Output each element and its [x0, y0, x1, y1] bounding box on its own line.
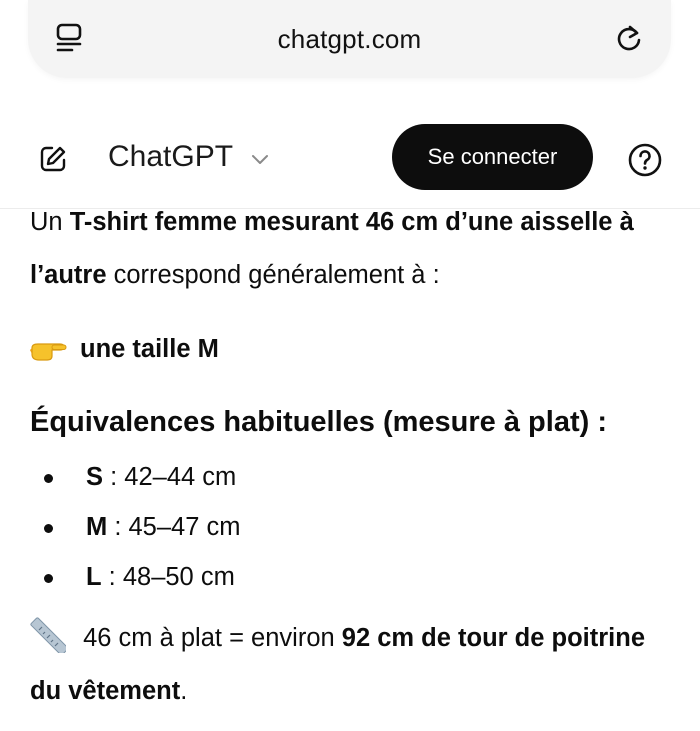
model-selector[interactable]: ChatGPT	[108, 140, 234, 173]
ruler-emoji	[30, 617, 66, 653]
result-line	[30, 323, 680, 376]
size-range: : 48–50 cm	[101, 563, 235, 591]
bullet-dot	[44, 574, 53, 583]
note-bold-text: 92 cm de tour de poitrine du vêtement	[30, 624, 646, 705]
section-title: Équivalences habituelles (mesure à plat) :	[30, 406, 607, 438]
intro-paragraph	[30, 196, 680, 302]
size-label: M	[86, 513, 108, 541]
bullet-dot	[44, 474, 53, 483]
assistant-message	[30, 196, 680, 718]
intro-text: Un	[30, 208, 70, 236]
help-circle-icon[interactable]	[627, 142, 663, 178]
note-text-end: .	[180, 677, 188, 705]
address-bar[interactable]	[28, 0, 671, 78]
chevron-down-icon[interactable]	[249, 151, 271, 167]
size-label: S	[86, 463, 104, 491]
note-text: 46 cm à plat = environ	[76, 624, 342, 652]
size-list	[30, 452, 680, 602]
size-range: : 42–44 cm	[103, 463, 237, 491]
edit-icon[interactable]	[38, 144, 68, 174]
app-header	[0, 110, 700, 209]
browser-toolbar	[0, 0, 700, 105]
intro-text-end: correspond généralement à :	[106, 261, 440, 289]
login-button[interactable]: Se connecter	[392, 124, 593, 190]
pointing-hand-emoji	[30, 338, 70, 362]
list-item	[30, 502, 680, 552]
note-paragraph	[30, 612, 680, 718]
reload-icon[interactable]	[613, 22, 645, 56]
result-text: une taille M	[80, 335, 219, 363]
list-item	[30, 552, 680, 602]
intro-bold-text: T-shirt femme mesurant 46 cm d’une aisselle à l’autre	[30, 208, 634, 289]
list-item	[30, 452, 680, 502]
url-text[interactable]: chatgpt.com	[277, 24, 422, 54]
bullet-dot	[44, 524, 53, 533]
size-label: L	[86, 563, 102, 591]
size-range: : 45–47 cm	[107, 513, 241, 541]
